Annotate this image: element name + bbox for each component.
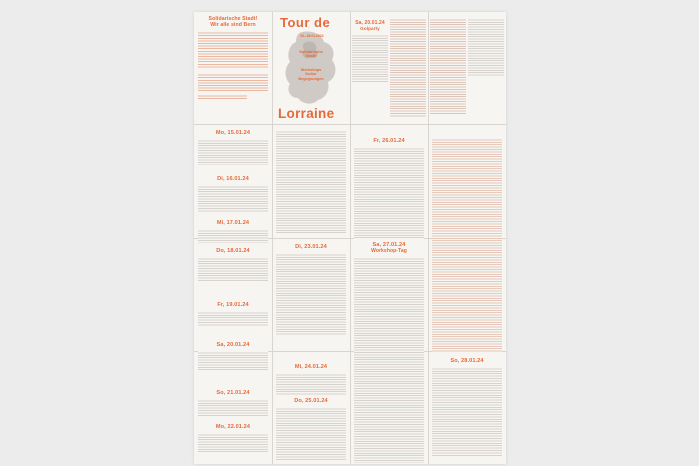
cover-tag: Begegnungen — [298, 76, 324, 81]
cover-subtitle-line: Solidarische — [299, 49, 323, 54]
event-text — [432, 138, 502, 352]
day-heading: Sa, 27.01.24 — [372, 242, 406, 248]
day-heading: Mi, 17.01.24 — [216, 220, 250, 226]
cover-tag: Workshops — [300, 68, 322, 72]
day-heading: Sa, 20.01.24 — [216, 342, 250, 348]
day-heading: Fr, 19.01.24 — [217, 302, 249, 308]
day-di-16 — [198, 176, 268, 213]
venue-list — [468, 18, 504, 76]
cover-tags — [272, 68, 350, 81]
event-text — [276, 407, 346, 461]
event-text — [198, 229, 268, 243]
event-text — [276, 130, 346, 234]
day-heading: So, 28.01.24 — [450, 358, 484, 364]
day-do-18 — [198, 248, 268, 281]
intro-heading: Wir alle sind Bern — [210, 22, 256, 28]
event-text — [354, 147, 424, 239]
day-heading: Mo, 22.01.24 — [215, 424, 251, 430]
day-mi-24 — [276, 364, 346, 395]
day-heading: Mo, 15.01.24 — [215, 130, 251, 136]
cover-dates: 15.–28.01.2024 — [300, 34, 324, 38]
day-subheading: Golparty — [360, 26, 380, 31]
day-sa-20 — [198, 342, 268, 371]
cover — [272, 12, 350, 124]
event-text — [352, 34, 388, 82]
day-subheading: Workshop-Tag — [371, 248, 407, 254]
day-heading: So, 21.01.24 — [216, 390, 250, 396]
day-so-21 — [198, 390, 268, 417]
event-text — [198, 433, 268, 453]
intro-heading: Solidarische Stadt! — [208, 16, 258, 22]
intro-text — [198, 94, 247, 100]
cover-title-top: Tour de — [280, 15, 331, 30]
flyer-sheet — [194, 12, 506, 464]
event-text — [354, 257, 424, 463]
day-do-25 — [276, 398, 346, 461]
column-1 — [194, 12, 272, 464]
day-mo-22 — [198, 424, 268, 453]
intro-text — [198, 73, 268, 91]
cover-title-bottom: Lorraine — [278, 106, 335, 121]
column-2 — [272, 12, 350, 464]
day-heading: Di, 23.01.24 — [295, 244, 327, 250]
day-heading: Sa, 20.01.24 — [355, 20, 385, 26]
cover-subtitle — [272, 50, 350, 59]
day-di-23 — [276, 244, 346, 335]
event-text — [276, 373, 346, 395]
day-mi-17 — [198, 220, 268, 243]
venue-list — [390, 18, 426, 118]
day-heading: Di, 16.01.24 — [217, 176, 249, 182]
cover-tag: Kultur — [305, 72, 317, 77]
column-4 — [428, 12, 506, 464]
day-heading: Do, 18.01.24 — [216, 248, 250, 254]
column-3 — [350, 12, 428, 464]
event-text — [198, 351, 268, 371]
event-text — [198, 311, 268, 327]
day-heading: Mi, 24.01.24 — [294, 364, 328, 370]
intro-text — [198, 31, 268, 69]
event-text — [432, 367, 502, 457]
day-heading: Do, 25.01.24 — [294, 398, 328, 404]
event-text — [198, 185, 268, 213]
day-fr-26 — [354, 138, 424, 239]
intro-block — [198, 16, 268, 100]
event-text — [198, 139, 268, 165]
day-mo-15 — [198, 130, 268, 165]
day-sa-27 — [354, 242, 424, 463]
party-block — [352, 20, 388, 82]
event-text — [198, 257, 268, 281]
event-text — [276, 253, 346, 335]
day-so-28 — [432, 358, 502, 457]
event-text — [198, 399, 268, 417]
venue-list — [430, 18, 466, 114]
day-fr-19 — [198, 302, 268, 327]
day-heading: Fr, 26.01.24 — [373, 138, 405, 144]
cover-subtitle-line: Stadt! — [305, 53, 317, 59]
